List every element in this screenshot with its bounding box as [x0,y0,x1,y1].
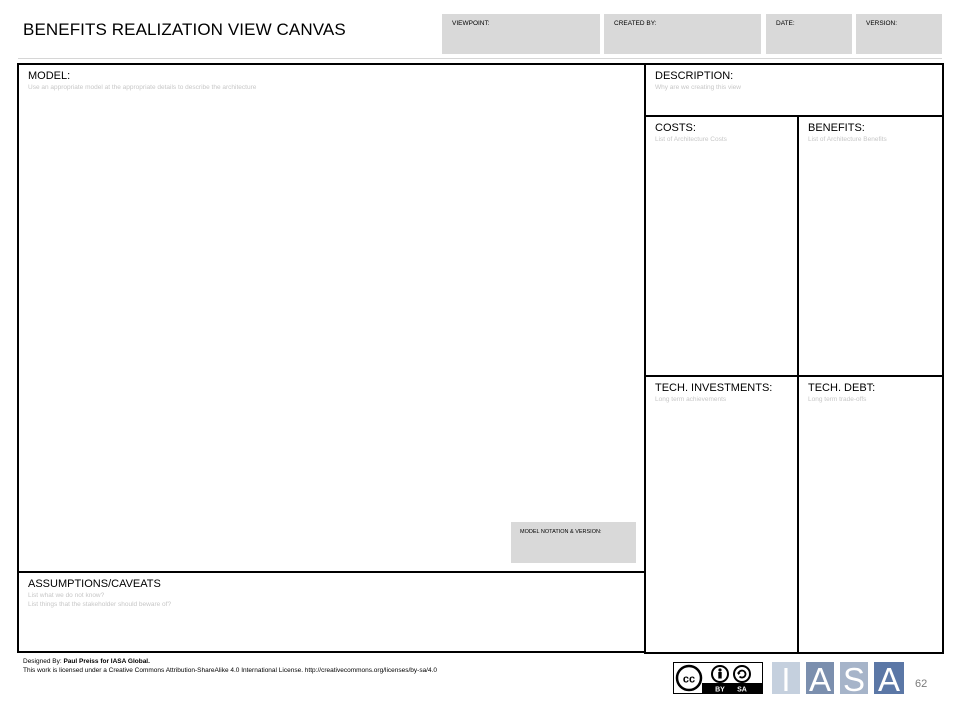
page-title: BENEFITS REALIZATION VIEW CANVAS [23,20,346,39]
designed-by-line [23,657,437,666]
benefits-hint: List of Architecture Benefits [808,136,887,143]
page-number: 62 [915,678,928,690]
share-alike-icon [734,666,750,682]
iasa-logo-graphic [772,662,904,694]
description-hint: Why are we creating this view [655,84,741,91]
cc-sa-text: SA [737,686,747,693]
tech-debt-section[interactable] [797,375,944,654]
version-field[interactable] [856,14,942,54]
tech-debt-label: TECH. DEBT: [808,382,876,394]
costs-section[interactable] [644,115,799,377]
description-label: DESCRIPTION: [655,70,734,82]
logo-letter-1: I [781,662,791,694]
costs-label: COSTS: [655,122,696,134]
tech-debt-hint: Long term trade-offs [808,396,867,403]
viewpoint-field[interactable] [442,14,600,54]
model-notation-field[interactable] [511,522,636,563]
tech-investments-hint: Long term achievements [655,396,727,403]
logo-letter-2: A [808,662,832,694]
viewpoint-label: VIEWPOINT: [452,20,490,27]
tech-investments-section[interactable] [644,375,799,654]
date-field[interactable] [766,14,852,54]
title-divider [18,58,942,59]
version-label: VERSION: [866,20,898,27]
cc-license-badge[interactable] [673,662,763,694]
cc-icon-text: cc [682,673,696,686]
assumptions-hint-1: List what we do not know? [28,592,105,599]
cc-by-text: BY [715,686,725,693]
costs-hint: List of Architecture Costs [655,136,727,143]
iasa-logo [772,662,904,694]
license-text: This work is licensed under a Creative Commons Attribution-ShareAlike 4.0 International License. http://creativecommons.org/licenses/by-sa/4.0 [23,667,438,674]
designer-name: Paul Preiss for IASA Global. [63,658,150,665]
model-notation-label: MODEL NOTATION & VERSION: [520,529,602,535]
tech-investments-label: TECH. INVESTMENTS: [655,382,773,394]
benefits-label: BENEFITS: [808,122,865,134]
date-label: DATE: [776,20,795,27]
created-by-label: CREATED BY: [614,20,657,27]
created-by-field[interactable] [604,14,761,54]
logo-letter-4: A [877,662,901,694]
designed-by-prefix: Designed By: [23,658,64,665]
benefits-section[interactable] [797,115,944,377]
assumptions-section[interactable] [17,571,646,653]
model-section[interactable] [17,63,646,573]
model-label: MODEL: [28,70,71,82]
cc-badge-graphic [674,663,762,693]
logo-letter-3: S [842,662,866,694]
model-hint: Use an appropriate model at the appropriate details to describe the architecture [28,84,257,91]
assumptions-hint-2: List things that the stakeholder should beware of? [28,601,172,608]
footer-credits [23,657,437,675]
assumptions-label: ASSUMPTIONS/CAVEATS [28,578,161,590]
description-section[interactable] [644,63,944,117]
